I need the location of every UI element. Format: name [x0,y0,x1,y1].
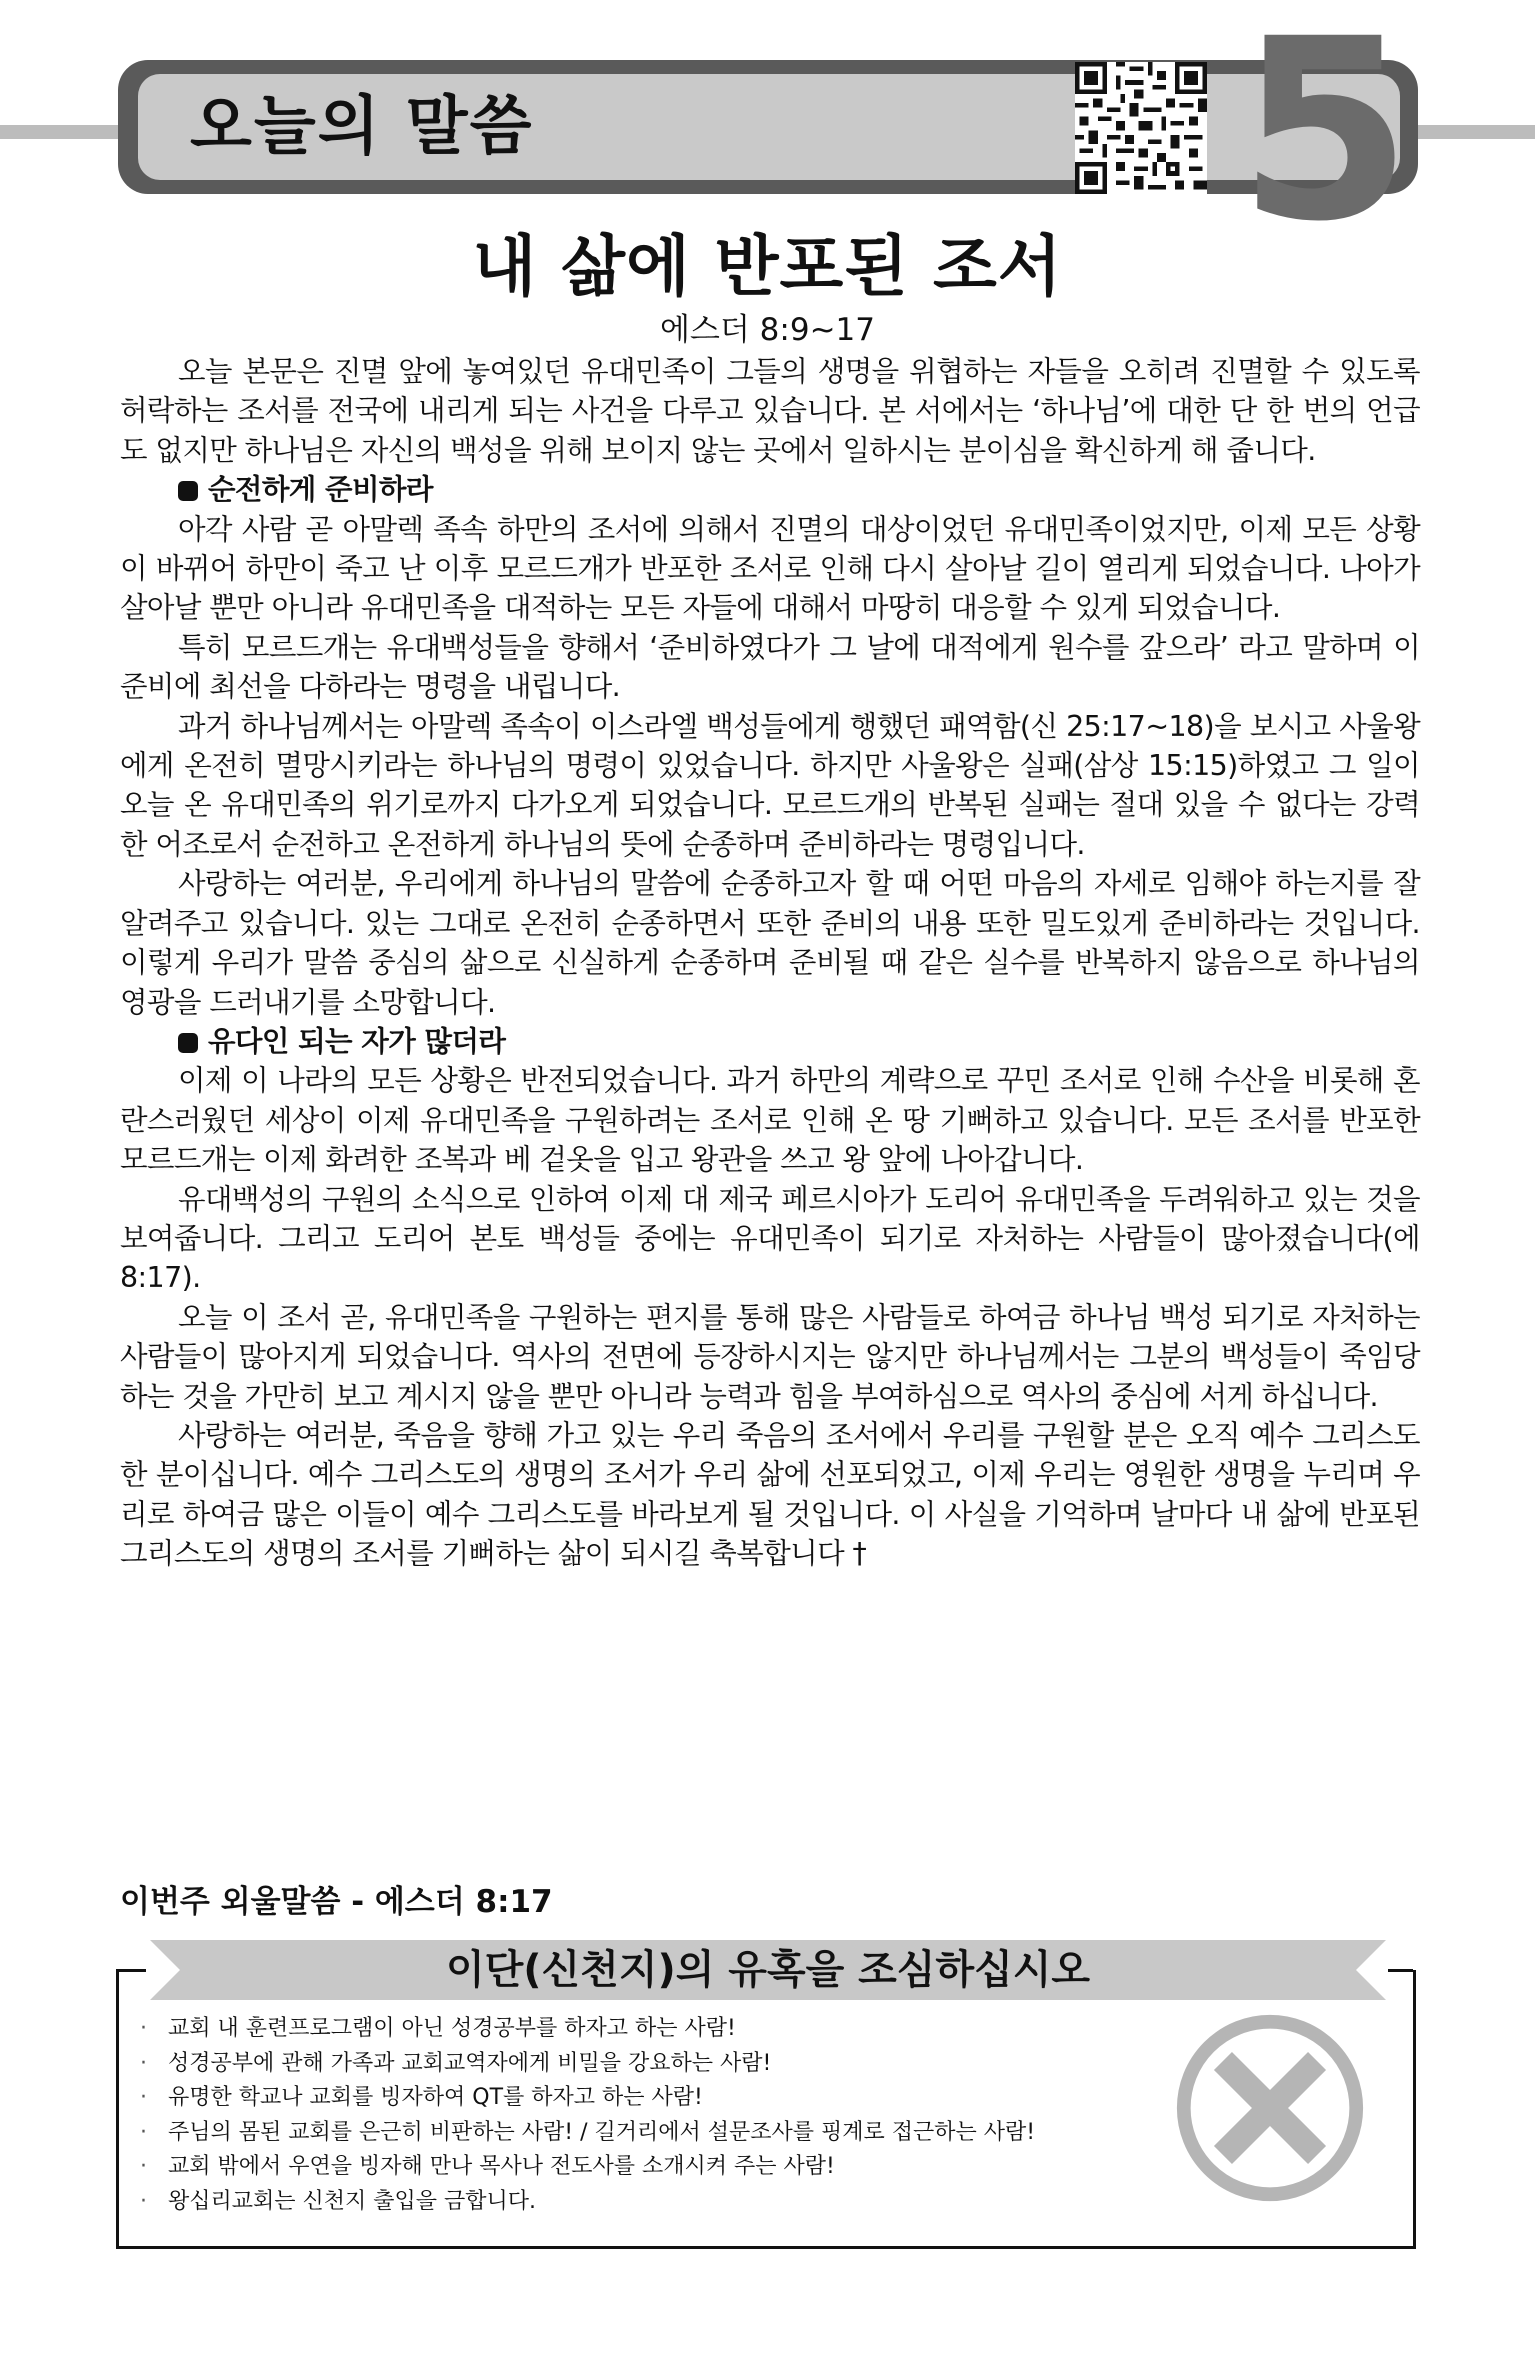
paragraph: 사랑하는 여러분, 죽음을 향해 가고 있는 우리 죽음의 조서에서 우리를 구원할 분은 오직 예수 그리스도 한 분이십니다. 예수 그리스도의 생명의 조서가 우리 삶에 선포되었고, 이제 우리는 영원한 생명을 누리며 우리로 하여금 많은 이들이 예수 그리스도를 바라보게 될 것입니다. 이 사실을 기억하며 날마다 내 삶에 반포된 그리스도의 생명의 조서를 기뻐하는 삶이 되시길 축복합니다 † [120,1418,1420,1571]
intro-paragraph: 오늘 본문은 진멸 앞에 놓여있던 유대민족이 그들의 생명을 위협하는 자들을 오히려 진멸할 수 있도록 허락하는 조서를 전국에 내리게 되는 사건을 다루고 있습니다. 본 서에서는 ‘하나님’에 대한 단 한 번의 언급도 없지만 하나님은 자신의 백성을 위해 보이지 않는 곳에서 일하시는 분이심을 확신하게 해 줍니다. [120,355,1420,467]
list-item: · 교회 내 훈련프로그램이 아닌 성경공부를 하자고 하는 사람! [140,2012,1035,2047]
section-heading-text: 순전하게 준비하라 [208,473,433,507]
list-bullet: · [140,2154,147,2179]
list-item: · 교회 밖에서 우연을 빙자해 만나 목사나 전도사를 소개시켜 주는 사람! [140,2150,1035,2185]
paragraph: 특히 모르드개는 유대백성들을 향해서 ‘준비하였다가 그 날에 대적에게 원수를 갚으라’ 라고 말하며 이 준비에 최선을 다하라는 명령을 내립니다. [120,630,1420,704]
list-bullet: · [140,2085,147,2110]
x-circle-icon [1172,2010,1368,2206]
section-heading [120,1022,1420,1061]
warning-title: 이단(신천지)의 유혹을 조심하십시오 [445,1947,1090,1993]
warning-box-corner-right [1388,1969,1413,1972]
section-heading-text: 유다인 되는 자가 많더라 [208,1024,506,1058]
paragraph: 유대백성의 구원의 소식으로 인하여 이제 대 제국 페르시아가 도리어 유대민족을 두려워하고 있는 것을 보여줍니다. 그리고 도리어 본토 백성들 중에는 유대민족이 되기로 자처하는 사람들이 많아졌습니다(에 8:17). [120,1182,1420,1295]
paragraph: 오늘 이 조서 곧, 유대민족을 구원하는 편지를 통해 많은 사람들로 하여금 하나님 백성 되기로 자처하는 사람들이 많아지게 되었습니다. 역사의 전면에 등장하시지는 않지만 하나님께서는 그분의 백성들이 죽임당하는 것을 가만히 보고 계시지 않을 뿐만 아니라 능력과 힘을 부여하심으로 역사의 중심에 서게 하십니다. [120,1300,1420,1413]
section-title: 오늘의 말씀 [190,90,534,164]
memory-verse: 이번주 외울말씀 - 에스더 8:17 [120,1884,553,1920]
list-item: · 주님의 몸된 교회를 은근히 비판하는 사람! / 길거리에서 설문조사를 핑계로 접근하는 사람! [140,2116,1035,2151]
sermon-body [120,352,1420,1574]
list-item: · 성경공부에 관해 가족과 교회교역자에게 비밀을 강요하는 사람! [140,2047,1035,2082]
list-bullet: · [140,2188,147,2214]
list-bullet: · [140,2016,147,2041]
list-bullet: · [140,2050,147,2076]
paragraph: 사랑하는 여러분, 우리에게 하나님의 말씀에 순종하고자 할 때 어떤 마음의 자세로 임해야 하는지를 잘 알려주고 있습니다. 있는 그대로 온전히 순종하면서 또한 준비의 내용 또한 밀도있게 준비하라는 것입니다. 이렇게 우리가 말씀 중심의 삶으로 신실하게 순종하며 준비될 때 같은 실수를 반복하지 않음으로 하나님의 영광을 드러내기를 소망합니다. [120,867,1420,1019]
issue-number: 5 [1238,0,1412,276]
paragraph: 아각 사람 곧 아말렉 족속 하만의 조서에 의해서 진멸의 대상이었던 유대민족이었지만, 이제 모든 상황이 바뀌어 하만이 죽고 난 이후 모르드개가 반포한 조서로 인해 다시 살아날 길이 열리게 되었습니다. 나아가 살아날 뿐만 아니라 유대민족을 대적하는 모든 자들에 대해서 마땅히 대응할 수 있게 되었습니다. [120,512,1420,625]
section-heading [120,470,1420,509]
warning-box-corner-left [116,1969,146,1972]
square-bullet-icon [178,1033,198,1053]
list-item: · 유명한 학교나 교회를 빙자하여 QT를 하자고 하는 사람! [140,2081,1035,2116]
warning-list [140,2012,1035,2219]
square-bullet-icon [178,481,198,501]
paragraph: 과거 하나님께서는 아말렉 족속이 이스라엘 백성들에게 행했던 패역함(신 25:17~18)을 보시고 사울왕에게 온전히 멸망시키라는 하나님의 명령이 있었습니다. 하지만 사울왕은 실패(삼상 15:15)하였고 그 일이 오늘 온 유대민족의 위기로까지 다가오게 되었습니다. 모르드개의 반복된 실패는 절대 있을 수 없다는 강력한 어조로서 순전하고 온전하게 하나님의 뜻에 순종하며 준비하라는 명령입니다. [120,709,1420,861]
paragraph: 이제 이 나라의 모든 상황은 반전되었습니다. 과거 하만의 계략으로 꾸민 조서로 인해 수산을 비롯해 혼란스러웠던 세상이 이제 유대민족을 구원하려는 조서로 인해 온 땅 기뻐하고 있습니다. 모든 조서를 반포한 모르드개는 이제 화려한 조복과 베 겉옷을 입고 왕관을 쓰고 왕 앞에 나아갑니다. [120,1064,1420,1177]
list-item: · 왕십리교회는 신천지 출입을 금합니다. [140,2185,1035,2220]
sermon-title: 내 삶에 반포된 조서 [472,228,1063,305]
list-bullet: · [140,2119,147,2145]
qr-code-icon [1075,62,1207,194]
scripture-reference: 에스더 8:9~17 [659,312,875,348]
